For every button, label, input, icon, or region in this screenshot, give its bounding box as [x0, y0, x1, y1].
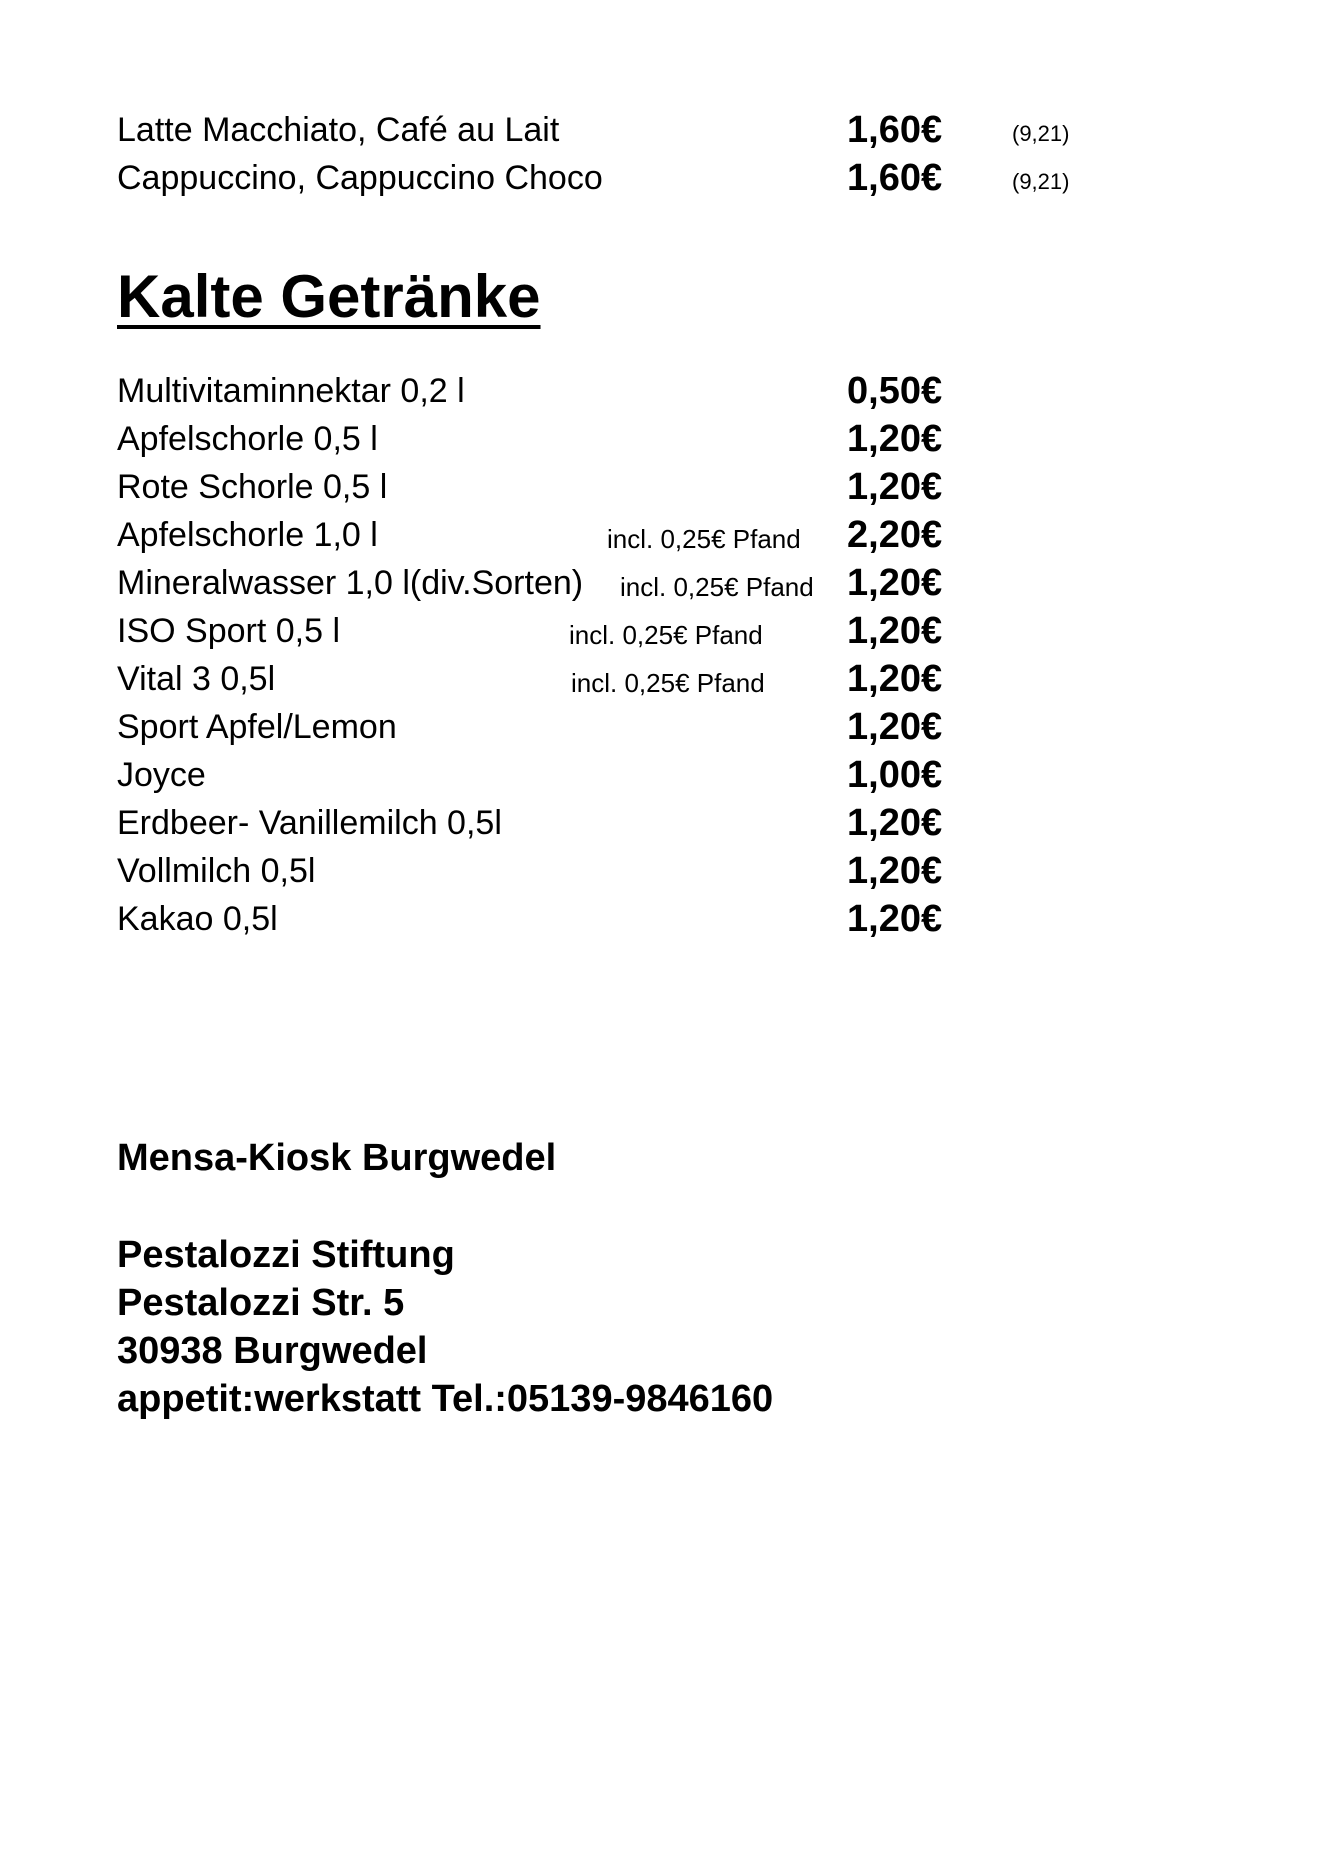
cold-item-row	[117, 703, 1117, 751]
item-name: ISO Sport 0,5 l	[117, 612, 340, 650]
section-title: Kalte Getränke	[117, 263, 541, 330]
item-name: Cappuccino, Cappuccino Choco	[117, 159, 603, 197]
item-price: 1,00€	[847, 754, 943, 796]
item-price: 1,20€	[847, 610, 943, 652]
hot-item-row	[117, 154, 1117, 202]
item-price: 1,60€	[847, 157, 943, 199]
cold-item-row	[117, 895, 1117, 943]
item-additives: (9,21)	[1012, 121, 1070, 146]
item-name: Apfelschorle 0,5 l	[117, 420, 378, 458]
item-name: Apfelschorle 1,0 l	[117, 516, 378, 554]
item-price: 2,20€	[847, 514, 943, 556]
deposit-note: incl. 0,25€ Pfand	[607, 524, 801, 554]
item-price: 1,20€	[847, 706, 943, 748]
item-price: 1,20€	[847, 562, 943, 604]
address-org: Pestalozzi Stiftung	[117, 1234, 455, 1276]
cold-item-row	[117, 511, 1117, 559]
item-name: Joyce	[117, 756, 206, 794]
item-price: 1,60€	[847, 109, 943, 151]
item-name: Mineralwasser 1,0 l(div.Sorten)	[117, 564, 584, 602]
cold-item-row	[117, 655, 1117, 703]
item-price: 0,50€	[847, 370, 943, 412]
item-name: Kakao 0,5l	[117, 900, 278, 938]
cold-item-row	[117, 799, 1117, 847]
item-name: Erdbeer- Vanillemilch 0,5l	[117, 804, 502, 842]
cold-item-row	[117, 847, 1117, 895]
item-price: 1,20€	[847, 802, 943, 844]
item-price: 1,20€	[847, 898, 943, 940]
cold-item-row	[117, 367, 1117, 415]
cold-item-row	[117, 559, 1117, 607]
cold-item-row	[117, 607, 1117, 655]
item-price: 1,20€	[847, 658, 943, 700]
hot-item-row	[117, 106, 1117, 154]
cold-item-row	[117, 751, 1117, 799]
item-name: Vital 3 0,5l	[117, 660, 276, 698]
address-contact: appetit:werkstatt Tel.:05139-9846160	[117, 1378, 774, 1420]
item-name: Latte Macchiato, Café au Lait	[117, 111, 560, 149]
item-name: Sport Apfel/Lemon	[117, 708, 397, 746]
deposit-note: incl. 0,25€ Pfand	[569, 620, 763, 650]
item-price: 1,20€	[847, 466, 943, 508]
cold-item-row	[117, 415, 1117, 463]
item-price: 1,20€	[847, 418, 943, 460]
item-additives: (9,21)	[1012, 169, 1070, 194]
item-name: Vollmilch 0,5l	[117, 852, 316, 890]
deposit-note: incl. 0,25€ Pfand	[571, 668, 765, 698]
item-price: 1,20€	[847, 850, 943, 892]
item-name: Multivitaminnektar 0,2 l	[117, 372, 465, 410]
deposit-note: incl. 0,25€ Pfand	[620, 572, 814, 602]
cold-item-row	[117, 463, 1117, 511]
address-street: Pestalozzi Str. 5	[117, 1282, 405, 1324]
kiosk-name: Mensa-Kiosk Burgwedel	[117, 1137, 557, 1179]
item-name: Rote Schorle 0,5 l	[117, 468, 388, 506]
address-city: 30938 Burgwedel	[117, 1330, 428, 1372]
